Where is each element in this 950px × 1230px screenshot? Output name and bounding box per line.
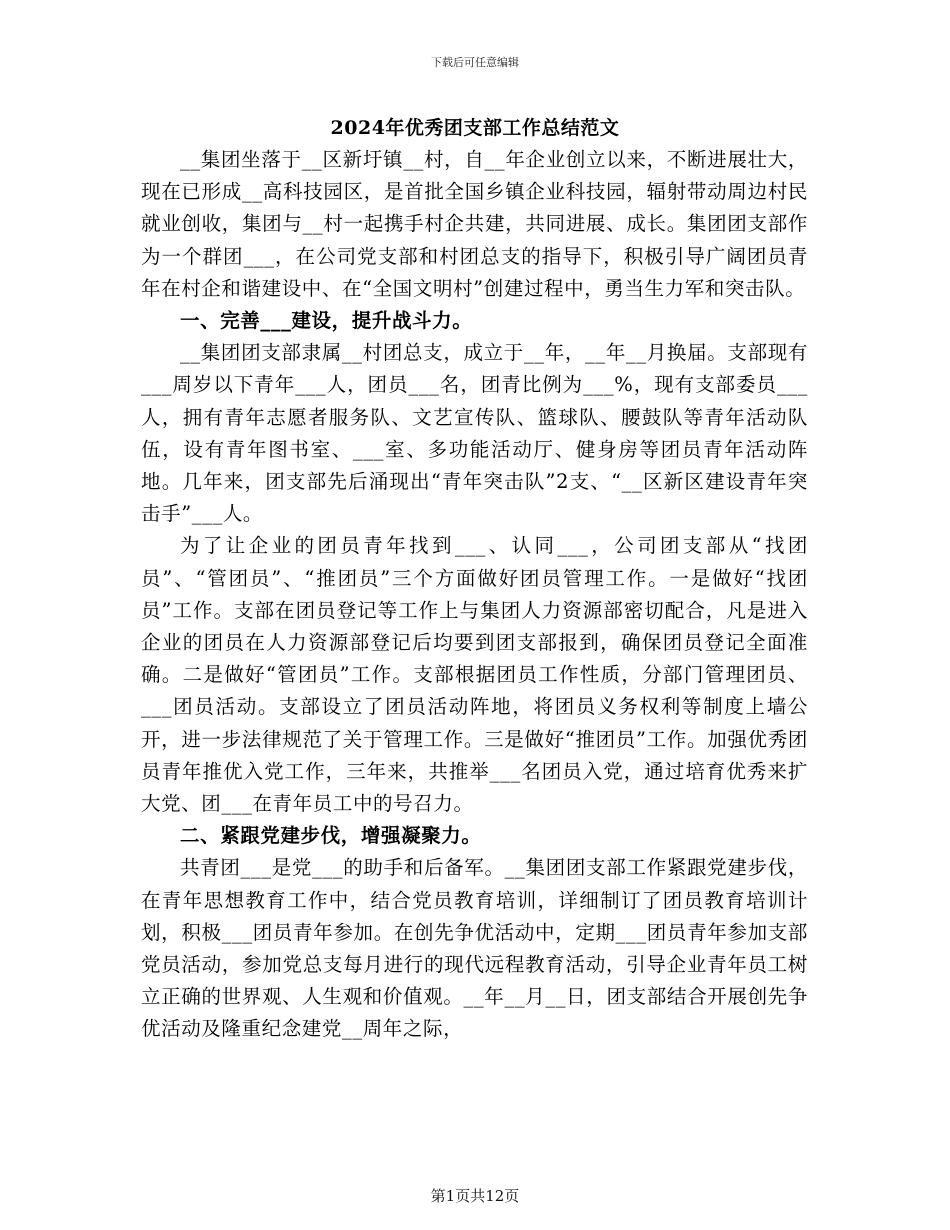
paragraph-section-2a: 共青团___是党___的助手和后备军。__集团团支部工作紧跟党建步伐，在青年思想教育工作中，结合党员教育培训，详细制订了团员教育培训计划，积极___团员青年参加。在创先争优活动中，定期___团员青年参加支部党员活动，参加党总支每月进行的现代远程教育活动，引导企业青年员工树立正确的世界观、人生观和价值观。__年__月__日，团支部结合开展创先争优活动及隆重纪念建党__周年之际， — [141, 856, 808, 1041]
paragraph-intro: __集团坐落于__区新圩镇__村，自__年企业创立以来，不断进展壮大，现在已形成__高科技园区，是首批全国乡镇企业科技园，辐射带动周边村民就业创收，集团与__村一起携手村企共建，共同进展、成长。集团团支部作为一个群团___，在公司党支部和村团总支的指导下，积极引导广阔团员青年在村企和谐建设中、在“全国文明村”创建过程中，勇当生力军和突击队。 — [141, 148, 808, 300]
header-note: 下载后可任意编辑 — [431, 56, 519, 69]
document-title: 2024年优秀团支部工作总结范文 — [330, 117, 620, 139]
document-body — [141, 144, 808, 1046]
paragraph-section-1b: 为了让企业的团员青年找到___、认同___，公司团支部从“找团员”、“管团员”、“推团员”三个方面做好团员管理工作。一是做好“找团员”工作。支部在团员登记等工作上与集团人力资源部密切配合，凡是进入企业的团员在人力资源部登记后均要到团支部报到，确保团员登记全面准确。二是做好“管团员”工作。支部根据团员工作性质，分部门管理团员、___团员活动。支部设立了团员活动阵地，将团员义务权利等制度上墙公开，进一步法律规范了关于管理工作。三是做好“推团员”工作。加强优秀团员青年推优入党工作，三年来，共推举___名团员入党，通过培育优秀来扩大党、团___在青年员工中的号召力。 — [141, 534, 808, 816]
section-heading-1: 一、完善___建设，提升战斗力。 — [180, 309, 473, 333]
page-number-footer: 第1页共12页 — [430, 1187, 520, 1205]
paragraph-section-1a: __集团团支部隶属__村团总支，成立于__年，__年__月换届。支部现有___周岁以下青年___人，团员___名，团青比例为___%，现有支部委员___人，拥有青年志愿者服务队、文艺宣传队、篮球队、腰鼓队等青年活动队伍，设有青年图书室、___室、多功能活动厅、健身房等团员青年活动阵地。几年来，团支部先后涌现出“青年突击队”2支、“__区新区建设青年突击手”___人。 — [141, 341, 808, 526]
section-heading-2: 二、紧跟党建步伐，增强凝聚力。 — [180, 824, 482, 848]
